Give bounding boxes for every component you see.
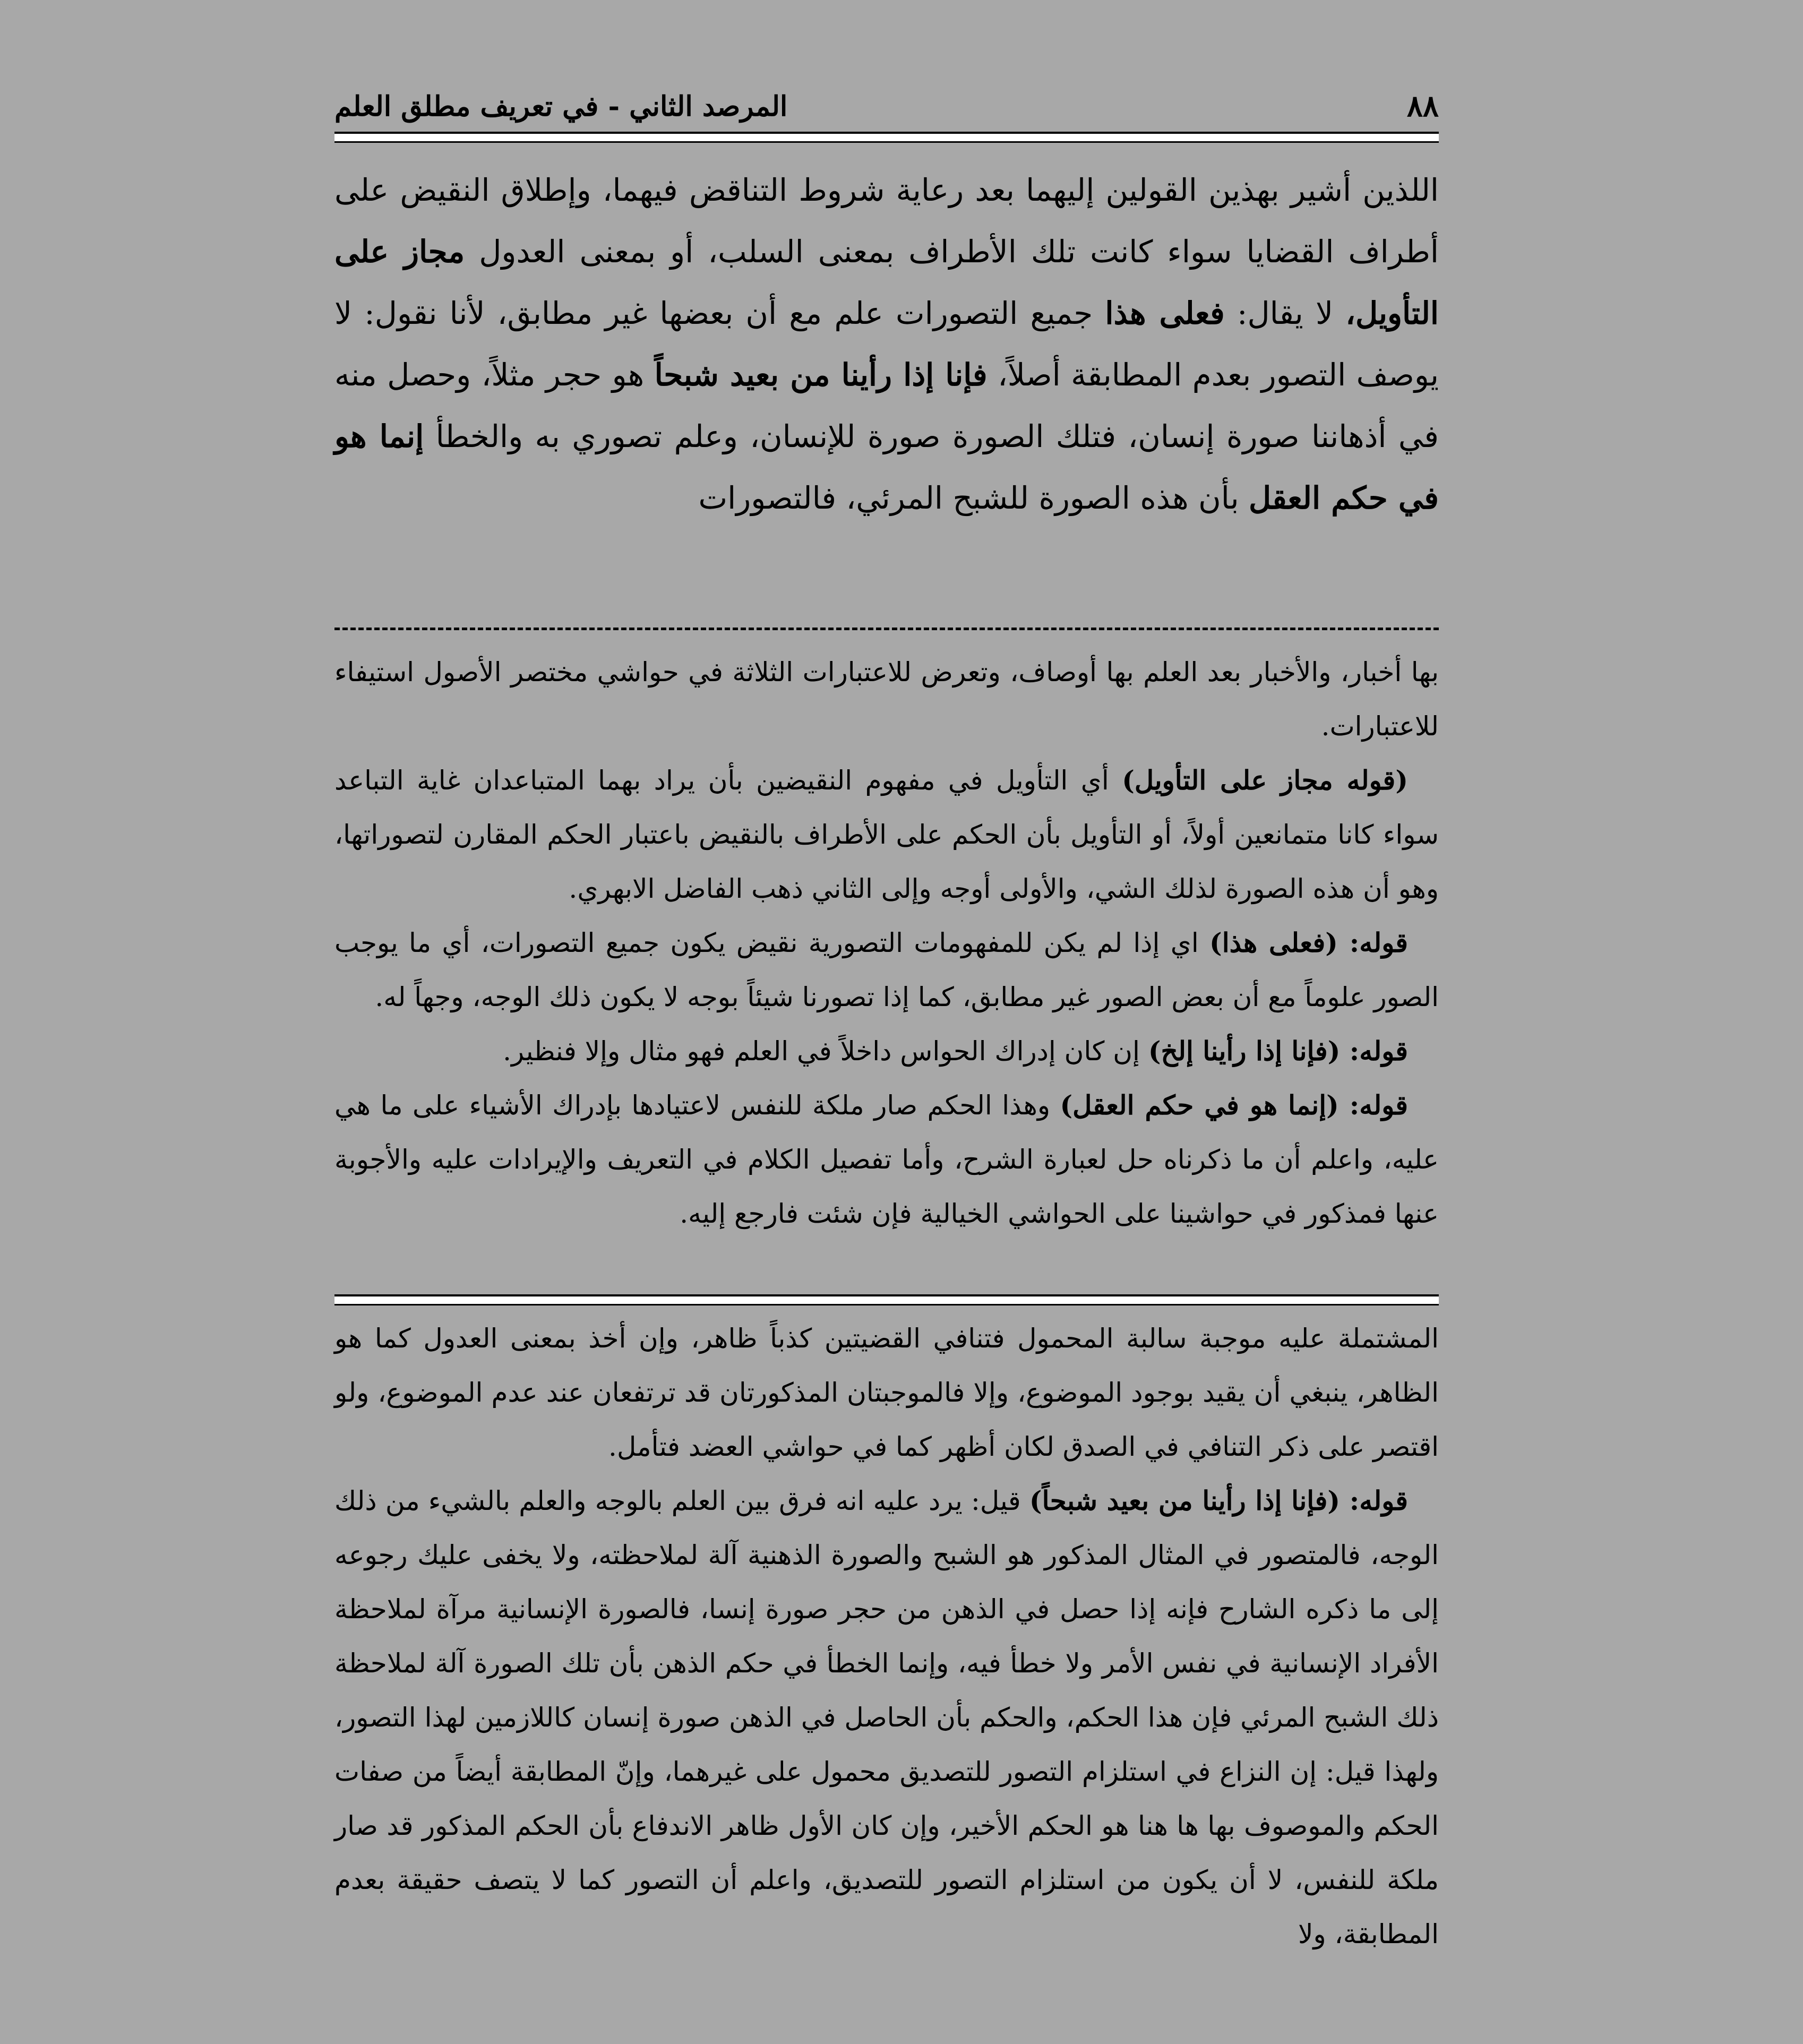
commentary-text: قيل: يرد عليه انه فرق بين العلم بالوجه والعلم بالشيء من ذلك الوجه، فالمتصور في المثال المذكور هو الشبح والصورة الذهنية آلة لملاحظته، ولا يخفى عليك رجوعه إلى ما ذكره الشارح فإنه إذا حصل في الذهن من حجر صورة إنسا، فالصورة الإنسانية مرآة لملاحظة الأفراد الإنسانية في نفس الأمر ولا خطأ فيه، وإنما الخطأ في حكم الذهن بأن تلك الصورة آلة لملاحظة ذلك الشبح المرئي فإن هذا الحكم، والحكم بأن الحاصل في الذهن صورة إنسان كاللازمين لهذا التصور، ولهذا قيل: إن النزاع في استلزام التصور للتصديق محمول على غيرهما، وإنّ المطابقة أيضاً من صفات الحكم والموصوف بها ها هنا هو الحكم الأخير، وإن كان الأول ظاهر الاندفاع بأن الحكم المذكور قد صار ملكة للنفس، لا أن يكون من استلزام التصور للتصديق، واعلم أن التصور كما لا يتصف حقيقة بعدم المطابقة، ولا <box>334 1485 1439 1949</box>
document-page <box>334 74 1439 2012</box>
main-text-run-3: جميع التصورات علم مع أن بعضها غير مطابق، لأنا نقول: لا يوصف التصور بعدم المطابقة أصلاً، <box>334 295 1439 393</box>
main-text-block <box>334 159 1439 529</box>
commentary-block-2 <box>334 1311 1439 1961</box>
main-bold-run-2: فعلى هذا <box>1105 295 1225 331</box>
commentary-lemma: قوله: (إنما هو في حكم العقل) <box>1060 1089 1408 1121</box>
main-text-run-4: هو حجر مثلاً، وحصل منه في أذهاننا صورة إنسان، فتلك الصورة صورة للإنسان، وعلم تصوري به والخطأ <box>334 357 1439 454</box>
commentary-paragraph <box>334 1474 1439 1961</box>
commentary-paragraph <box>334 916 1439 1024</box>
header-rule <box>334 132 1439 143</box>
main-text-run-1: اللذين أشير بهذين القولين إليهما بعد رعاية شروط التناقض فيهما، وإطلاق النقيض على أطراف القضايا سواء كانت تلك الأطراف بمعنى السلب، أو بمعنى العدول <box>334 172 1439 270</box>
commentary-paragraph <box>334 1078 1439 1241</box>
commentary-text: أي التأويل في مفهوم النقيضين بأن يراد بهما المتباعدان غاية التباعد سواء كانا متمانعين أولاً، أو التأويل بأن الحكم على الأطراف بالنقيض باعتبار الحكم المقارن لتصوراتها، وهو أن هذه الصورة لذلك الشي، والأولى أوجه وإلى الثاني ذهب الفاضل الابهري. <box>334 765 1439 904</box>
commentary-lemma: قوله: (فإنا إذا رأينا إلخ) <box>1148 1035 1408 1067</box>
commentary-block-1 <box>334 645 1439 1241</box>
main-text-run-2: لا يقال: <box>1224 295 1346 331</box>
page-number: ٨٨ <box>1406 89 1439 124</box>
main-paragraph <box>334 159 1439 529</box>
main-text-run-5: بأن هذه الصورة للشبح المرئي، فالتصورات <box>698 480 1249 516</box>
commentary-paragraph <box>334 753 1439 916</box>
commentary-paragraph <box>334 1024 1439 1078</box>
commentary-text: اي إذا لم يكن للمفهومات التصورية نقيض يكون جميع التصورات، أي ما يوجب الصور علوماً مع أن بعض الصور غير مطابق، كما إذا تصورنا شيئاً بوجه لا يكون ذلك الوجه، وجهاً له. <box>334 927 1439 1012</box>
commentary-paragraph: بها أخبار، والأخبار بعد العلم بها أوصاف، وتعرض للاعتبارات الثلاثة في حواشي مختصر الأصول استيفاء للاعتبارات. <box>334 657 1439 742</box>
running-title: المرصد الثاني - في تعريف مطلق العلم <box>334 90 788 123</box>
page-header <box>334 74 1439 138</box>
commentary-lemma: (قوله مجاز على التأويل) <box>1122 765 1408 796</box>
commentary-lemma: قوله: (فعلى هذا) <box>1209 927 1408 958</box>
dashed-separator <box>334 628 1439 630</box>
commentary-text: إن كان إدراك الحواس داخلاً في العلم فهو مثال وإلا فنظير. <box>503 1036 1148 1067</box>
main-bold-run-3: فإنا إذا رأينا من بعيد شبحاً <box>654 357 988 393</box>
commentary-text: وهذا الحكم صار ملكة للنفس لاعتيادها بإدراك الأشياء على ما هي عليه، واعلم أن ما ذكرناه حل لعبارة الشرح، وأما تفصيل الكلام في التعريف والإيرادات عليه والأجوبة عنها فمذكور في حواشينا على الحواشي الخيالية فإن شئت فارجع إليه. <box>334 1090 1439 1229</box>
commentary-paragraph: المشتملة عليه موجبة سالبة المحمول فتنافي القضيتين كذباً ظاهر، وإن أخذ بمعنى العدول كما هو الظاهر، ينبغي أن يقيد بوجود الموضوع، وإلا فالموجبتان المذكورتان قد ترتفعان عند عدم الموضوع، ولو اقتصر على ذكر التنافي في الصدق لكان أظهر كما في حواشي العضد فتأمل. <box>334 1323 1439 1462</box>
main-bold-run-1: مجاز على التأويل، <box>334 234 1439 331</box>
section-rule <box>334 1294 1439 1306</box>
main-bold-run-4: إنما هو في حكم العقل <box>334 418 1439 516</box>
commentary-lemma: قوله: (فإنا إذا رأينا من بعيد شبحاً) <box>1029 1485 1408 1516</box>
